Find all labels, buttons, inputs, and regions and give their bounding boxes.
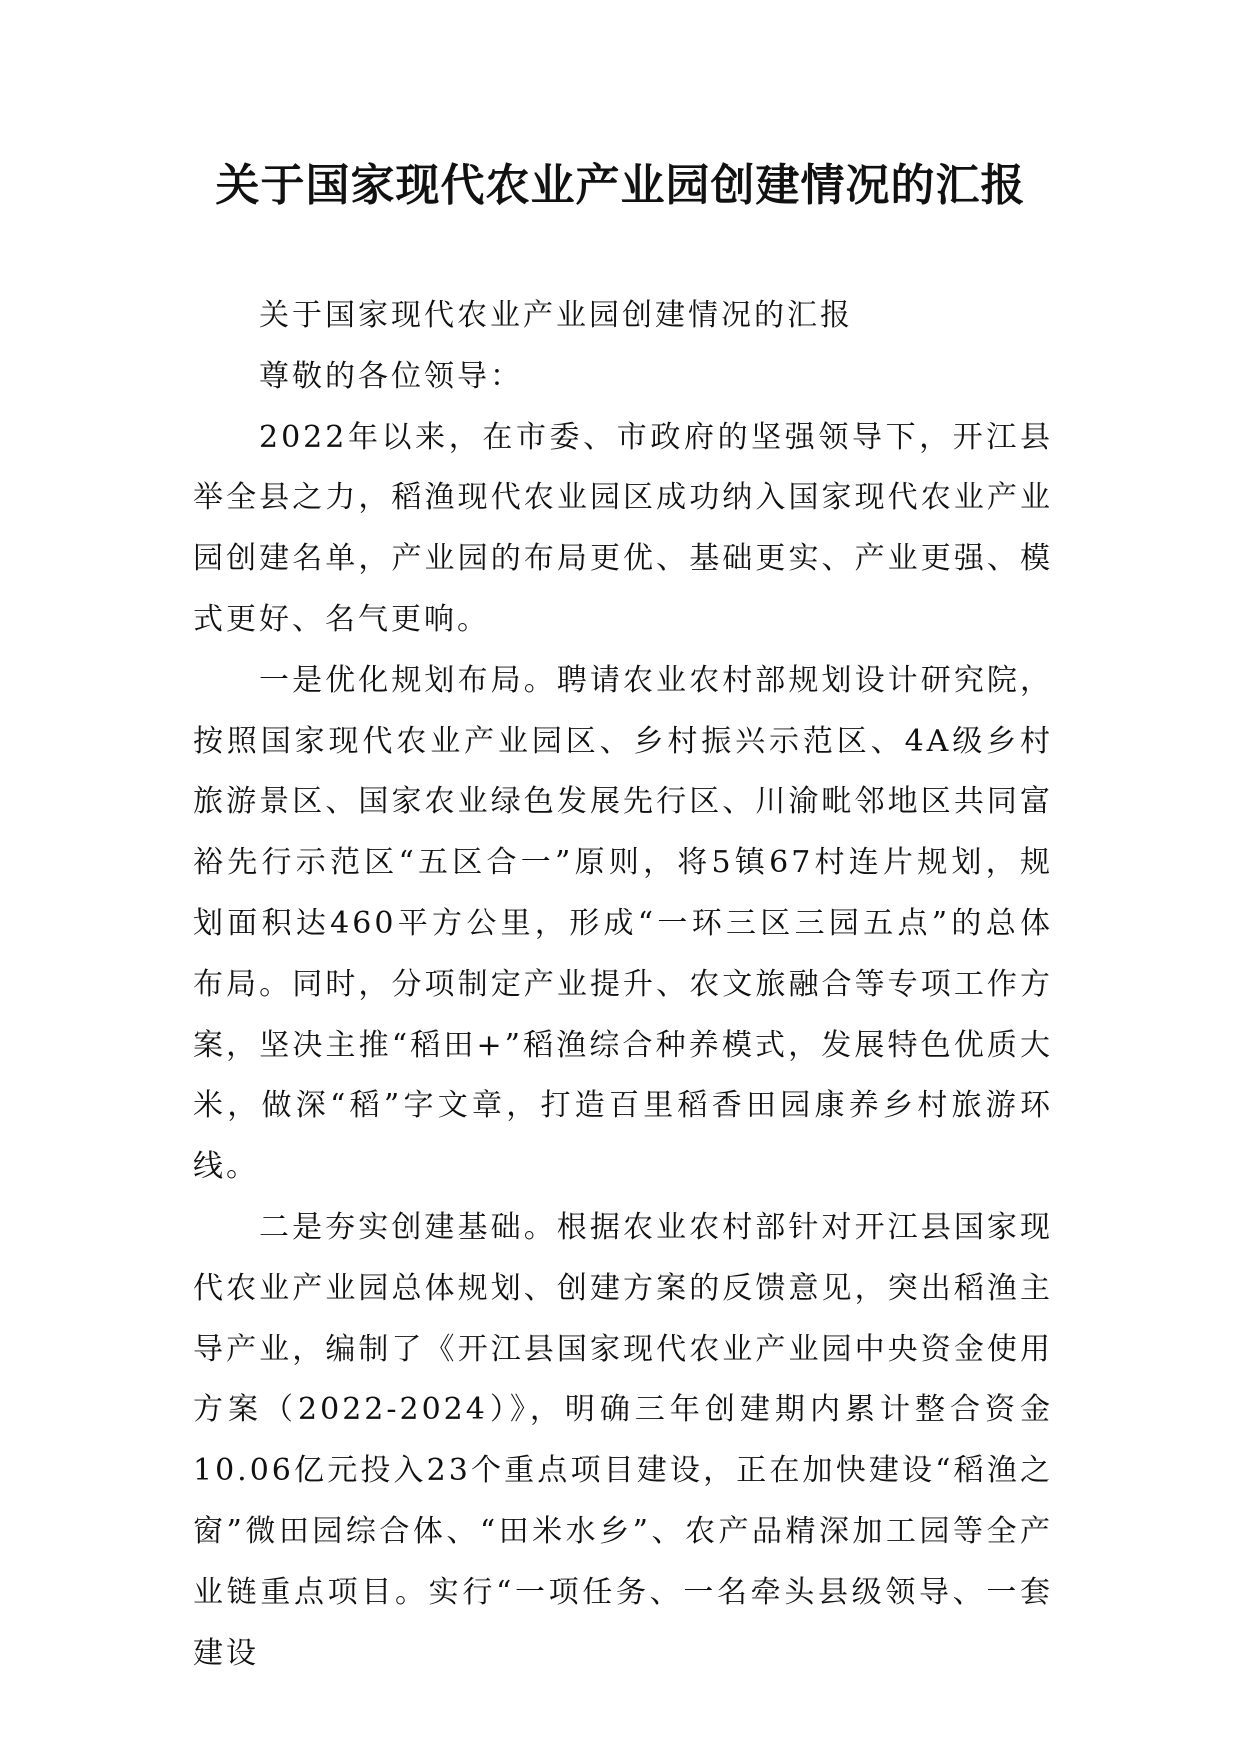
paragraph-creation-foundation: 二是夯实创建基础。根据农业农村部针对开江县国家现代农业产业园总体规划、创建方案的反馈意见，突出稻渔主导产业，编制了《开江县国家现代农业产业园中央资金使用方案（2022-2024）》，明确三年创建期内累计整合资金10.06亿元投入23个重点项目建设，正在加快建设“稻渔之窗”微田园综合体、“田米水乡”、农产品精深加工园等全产业链重点项目。实行“一项任务、一名牵头县级领导、一套建设 [193, 1209, 1053, 1671]
paragraph-introduction: 2022年以来，在市委、市政府的坚强领导下，开江县举全县之力，稻渔现代农业园区成功纳入国家现代农业产业园创建名单，产业园的布局更优、基础更实、产业更强、模式更好、名气更响。 [193, 419, 1053, 637]
paragraph-subject-line: 关于国家现代农业产业园创建情况的汇报 [259, 298, 853, 333]
paragraph-planning-layout: 一是优化规划布局。聘请农业农村部规划设计研究院，按照国家现代农业产业园区、乡村振兴示范区、4A级乡村旅游景区、国家农业绿色发展先行区、川渝毗邻地区共同富裕先行示范区“五区合一”原则，将5镇67村连片规划，规划面积达460平方公里，形成“一环三区三园五点”的总体布局。同时，分项制定产业提升、农文旅融合等专项工作方案，坚决主推“稻田+”稻渔综合种养模式，发展特色优质大米，做深“稻”字文章，打造百里稻香田园康养乡村旅游环线。 [193, 662, 1053, 1185]
paragraph-salutation: 尊敬的各位领导： [259, 358, 523, 394]
document-body [193, 286, 1053, 1684]
document-title: 关于国家现代农业产业园创建情况的汇报 [215, 160, 1026, 211]
